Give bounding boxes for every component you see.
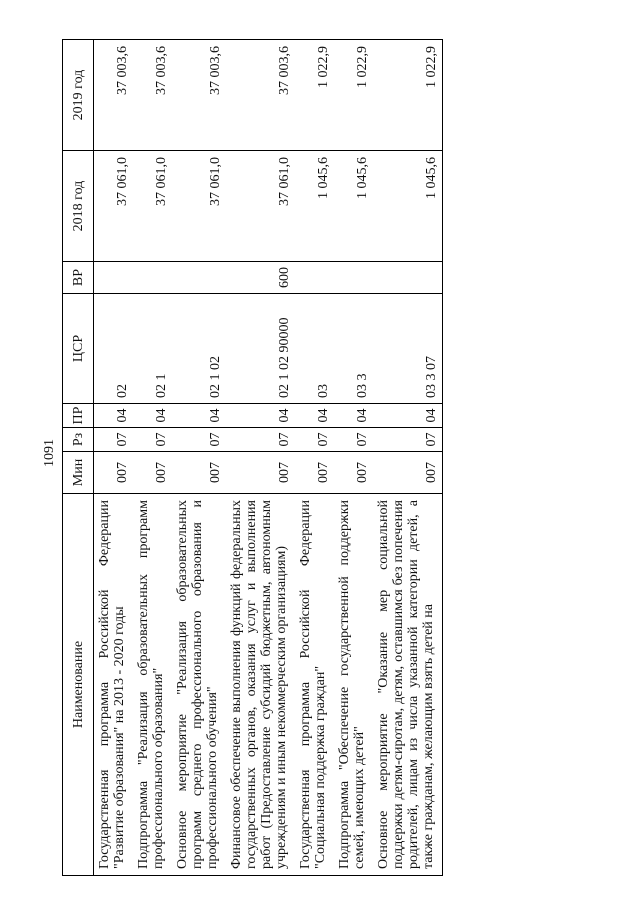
row-vr — [94, 262, 134, 294]
header-rz: Рз — [63, 428, 94, 452]
table-row — [373, 40, 443, 876]
row-name: Подпрограмма "Реализация образовательных программ профессионального образования" — [133, 494, 172, 876]
table-row — [295, 40, 334, 876]
row-rz: 07 — [172, 428, 226, 452]
row-vr — [133, 262, 172, 294]
row-min: 007 — [133, 452, 172, 494]
table-row — [172, 40, 226, 876]
row-vr — [172, 262, 226, 294]
row-2019: 37 003,6 — [94, 40, 134, 151]
row-pr: 04 — [94, 404, 134, 428]
row-name: Финансовое обеспечение выполнения функций федеральных государственных органов, оказания услуг и выполнения работ (Предоставление субсидий бюджетным, автономным учреждениям и иным некоммерческим организациям) — [226, 494, 295, 876]
row-pr: 04 — [295, 404, 334, 428]
table-row — [133, 40, 172, 876]
row-csr: 02 1 02 — [172, 294, 226, 404]
row-2019: 1 022,9 — [295, 40, 334, 151]
row-2018: 37 061,0 — [226, 151, 295, 262]
row-2019: 37 003,6 — [226, 40, 295, 151]
row-csr: 02 1 — [133, 294, 172, 404]
row-2018: 1 045,6 — [334, 151, 373, 262]
table-row — [94, 40, 134, 876]
row-name: Подпрограмма "Обеспечение государственной поддержки семей, имеющих детей" — [334, 494, 373, 876]
row-name: Государственная программа Российской Федерации "Социальная поддержка граждан" — [295, 494, 334, 876]
row-min: 007 — [94, 452, 134, 494]
table-row — [334, 40, 373, 876]
row-2019: 37 003,6 — [133, 40, 172, 151]
row-pr: 04 — [172, 404, 226, 428]
row-rz: 07 — [133, 428, 172, 452]
header-name: Наименование — [63, 494, 94, 876]
row-2018: 1 045,6 — [373, 151, 443, 262]
row-min: 007 — [334, 452, 373, 494]
header-min: Мин — [63, 452, 94, 494]
row-rz: 07 — [373, 428, 443, 452]
row-csr: 02 1 02 90000 — [226, 294, 295, 404]
row-vr — [295, 262, 334, 294]
row-min: 007 — [373, 452, 443, 494]
row-vr — [373, 262, 443, 294]
row-2018: 1 045,6 — [295, 151, 334, 262]
page-number: 1091 — [42, 439, 57, 467]
row-min: 007 — [226, 452, 295, 494]
header-2019: 2019 год — [63, 40, 94, 151]
row-pr: 04 — [133, 404, 172, 428]
row-2019: 1 022,9 — [334, 40, 373, 151]
budget-table-page — [62, 40, 620, 876]
row-2018: 37 061,0 — [172, 151, 226, 262]
header-vr: ВР — [63, 262, 94, 294]
row-rz: 07 — [334, 428, 373, 452]
row-name: Государственная программа Российской Федерации "Развитие образования" на 2013 - 2020 годы — [94, 494, 134, 876]
row-name: Основное мероприятие "Оказание мер социальной поддержки детям-сиротам, детям, оставшимся без попечения родителей, лицам из числа указанной категории детей, а также гражданам, желающим взять детей на — [373, 494, 443, 876]
row-vr — [334, 262, 373, 294]
row-csr: 03 — [295, 294, 334, 404]
row-vr: 600 — [226, 262, 295, 294]
row-2019: 37 003,6 — [172, 40, 226, 151]
row-rz: 07 — [295, 428, 334, 452]
header-2018: 2018 год — [63, 151, 94, 262]
header-csr: ЦСР — [63, 294, 94, 404]
row-2019: 1 022,9 — [373, 40, 443, 151]
table-row — [226, 40, 295, 876]
row-min: 007 — [172, 452, 226, 494]
row-rz: 07 — [226, 428, 295, 452]
row-csr: 03 3 07 — [373, 294, 443, 404]
row-csr: 02 — [94, 294, 134, 404]
row-csr: 03 3 — [334, 294, 373, 404]
row-rz: 07 — [94, 428, 134, 452]
row-2018: 37 061,0 — [94, 151, 134, 262]
row-pr: 04 — [373, 404, 443, 428]
table-header-row — [63, 40, 94, 876]
budget-table — [62, 39, 443, 876]
row-2018: 37 061,0 — [133, 151, 172, 262]
header-pr: ПР — [63, 404, 94, 428]
row-pr: 04 — [334, 404, 373, 428]
row-pr: 04 — [226, 404, 295, 428]
row-min: 007 — [295, 452, 334, 494]
row-name: Основное мероприятие "Реализация образовательных программ среднего профессионального образования и профессионального обучения" — [172, 494, 226, 876]
